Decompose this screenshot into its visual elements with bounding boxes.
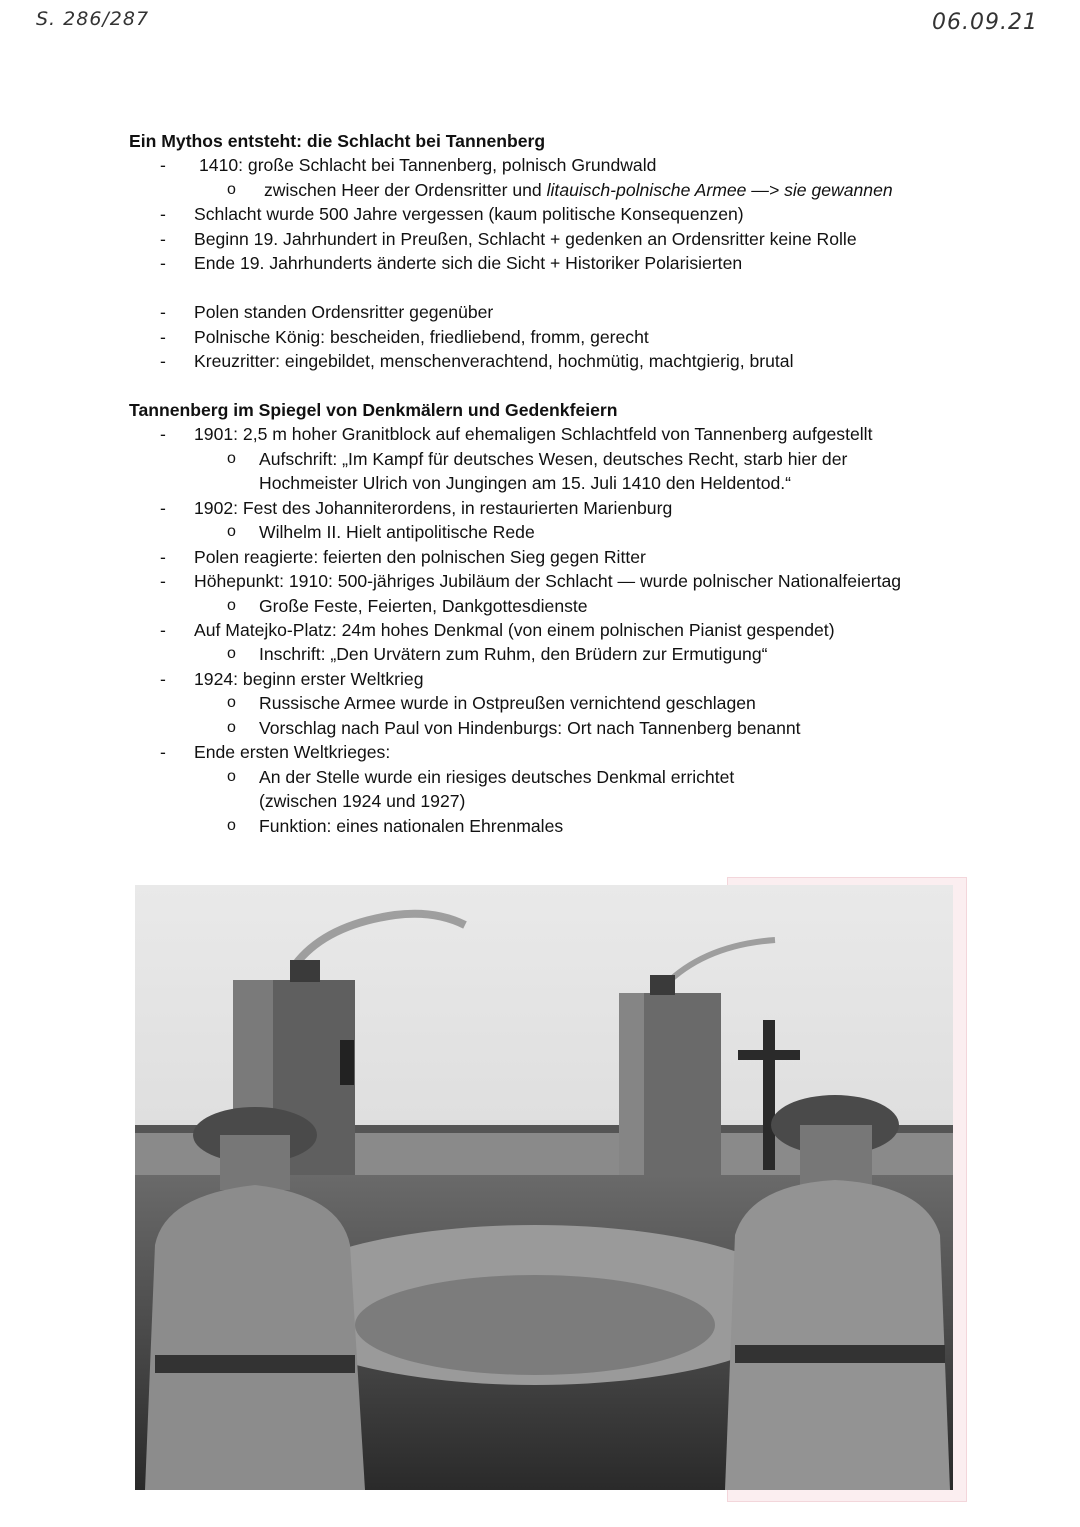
circle-bullet-icon: o xyxy=(227,180,236,198)
sub-bullet-item xyxy=(227,520,535,544)
line-text: Hochmeister Ulrich von Jungingen am 15. Juli 1410 den Heldentod.“ xyxy=(259,473,792,494)
right-tower-icon xyxy=(619,975,721,1193)
dash-bullet-icon: - xyxy=(160,302,166,323)
circle-bullet-icon: o xyxy=(227,694,236,712)
circle-bullet-icon: o xyxy=(227,596,236,614)
line-text: 1924: beginn erster Weltkrieg xyxy=(194,668,424,689)
bullet-item xyxy=(160,496,673,520)
dash-bullet-icon: - xyxy=(160,546,166,567)
line-text: Schlacht wurde 500 Jahre vergessen (kaum politische Konsequenzen) xyxy=(194,204,744,225)
sub-bullet-item xyxy=(227,447,848,471)
line-text: zwischen Heer der Ordensritter und xyxy=(264,179,547,200)
bullet-item xyxy=(160,422,873,446)
sub-bullet-continuation xyxy=(259,471,791,495)
line-text: Russische Armee wurde in Ostpreußen vernichtend geschlagen xyxy=(259,693,756,714)
circle-bullet-icon: o xyxy=(227,449,236,467)
section-heading xyxy=(129,398,618,422)
bullet-item xyxy=(160,227,857,251)
circle-bullet-icon: o xyxy=(227,816,236,834)
circle-bullet-icon: o xyxy=(227,645,236,663)
dash-bullet-icon: - xyxy=(160,204,166,225)
italic-text: litauisch-polnische Armee —> sie gewannen xyxy=(546,179,893,200)
circle-bullet-icon: o xyxy=(227,718,236,736)
circle-bullet-icon: o xyxy=(227,523,236,541)
line-text: Aufschrift: „Im Kampf für deutsches Wesen, deutsches Recht, starb hier der xyxy=(259,448,848,469)
sub-bullet-item xyxy=(227,594,588,618)
sub-bullet-item xyxy=(227,691,756,715)
sub-bullet-item xyxy=(227,642,768,666)
line-text: Polen standen Ordensritter gegenüber xyxy=(194,302,494,323)
line-text: Tannenberg im Spiegel von Denkmälern und Gedenkfeiern xyxy=(129,399,618,420)
line-text: Große Feste, Feierten, Dankgottesdienste xyxy=(259,595,588,616)
bullet-item xyxy=(160,202,744,226)
bullet-item xyxy=(160,325,649,349)
line-text: An der Stelle wurde ein riesiges deutsches Denkmal errichtet xyxy=(259,766,735,787)
sub-bullet-item xyxy=(227,716,801,740)
handwritten-page-reference: S. 286/287 xyxy=(36,8,150,30)
dash-bullet-icon: - xyxy=(160,497,166,518)
sub-bullet-item xyxy=(227,765,735,789)
line-text: Polnische König: bescheiden, friedliebend, fromm, gerecht xyxy=(194,326,649,347)
bullet-item xyxy=(160,740,391,764)
bullet-item xyxy=(160,251,743,275)
dash-bullet-icon: - xyxy=(160,155,166,176)
circle-bullet-icon: o xyxy=(227,767,236,785)
line-text: Wilhelm II. Hielt antipolitische Rede xyxy=(259,522,535,543)
sub-bullet-item xyxy=(227,814,564,838)
line-text: Kreuzritter: eingebildet, menschenverachtend, hochmütig, machtgierig, brutal xyxy=(194,351,794,372)
bullet-item xyxy=(160,569,902,593)
line-text: Inschrift: „Den Urvätern zum Ruhm, den Brüdern zur Ermutigung“ xyxy=(259,644,768,665)
line-text: Funktion: eines nationalen Ehrenmales xyxy=(259,815,564,836)
dash-bullet-icon: - xyxy=(160,228,166,249)
line-text: Vorschlag nach Paul von Hindenburgs: Ort nach Tannenberg benannt xyxy=(259,717,801,738)
dash-bullet-icon: - xyxy=(160,326,166,347)
bullet-item xyxy=(160,545,646,569)
dash-bullet-icon: - xyxy=(160,351,166,372)
handwritten-date: 06.09.21 xyxy=(932,10,1038,35)
bullet-item xyxy=(160,349,794,373)
bullet-item xyxy=(160,300,494,324)
line-text: Höhepunkt: 1910: 500-jähriges Jubiläum der Schlacht — wurde polnischer Nationalfeiertag xyxy=(194,571,902,592)
sub-bullet-continuation xyxy=(259,789,465,813)
dash-bullet-icon: - xyxy=(160,424,166,445)
dash-bullet-icon: - xyxy=(160,253,166,274)
line-text: 1901: 2,5 m hoher Granitblock auf ehemaligen Schlachtfeld von Tannenberg aufgestellt xyxy=(194,424,873,445)
line-text: (zwischen 1924 und 1927) xyxy=(259,791,466,812)
dash-bullet-icon: - xyxy=(160,668,166,689)
line-text: 1410: große Schlacht bei Tannenberg, polnisch Grundwald xyxy=(199,155,657,176)
line-text: Polen reagierte: feierten den polnischen Sieg gegen Ritter xyxy=(194,546,646,567)
line-text: Beginn 19. Jahrhundert in Preußen, Schlacht + gedenken an Ordensritter keine Rolle xyxy=(194,228,857,249)
dash-bullet-icon: - xyxy=(160,571,166,592)
line-text: Auf Matejko-Platz: 24m hohes Denkmal (von einem polnischen Pianist gespendet) xyxy=(194,620,835,640)
line-text: 1902: Fest des Johanniterordens, in restaurierten Marienburg xyxy=(194,497,673,518)
photo-illustration xyxy=(135,885,953,1490)
sub-bullet-item xyxy=(227,178,893,202)
line-text: Ein Mythos entsteht: die Schlacht bei Tannenberg xyxy=(129,131,546,151)
line-text: Ende ersten Weltkrieges: xyxy=(194,742,391,763)
bullet-item xyxy=(160,618,835,642)
tannenberg-memorial-photo xyxy=(135,885,953,1490)
bullet-item xyxy=(160,667,424,691)
section-heading xyxy=(129,129,545,153)
dash-bullet-icon: - xyxy=(160,620,166,640)
line-text: Ende 19. Jahrhunderts änderte sich die Sicht + Historiker Polarisierten xyxy=(194,253,743,274)
bullet-item xyxy=(160,153,657,177)
dash-bullet-icon: - xyxy=(160,742,166,763)
